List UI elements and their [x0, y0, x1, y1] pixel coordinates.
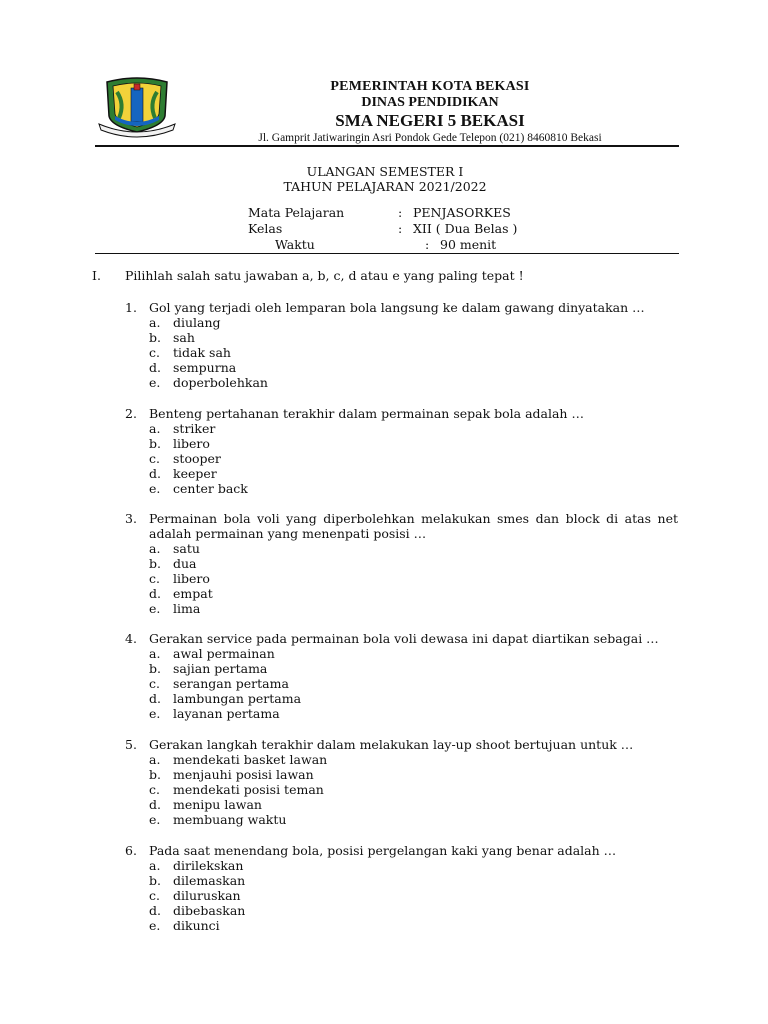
question-5	[125, 737, 678, 827]
option-text: empat	[173, 586, 213, 601]
school-name: SMA NEGERI 5 BEKASI	[335, 111, 525, 130]
option-text: menjauhi posisi lawan	[173, 767, 314, 782]
option-letter: d.	[149, 903, 161, 918]
exam-info	[0, 205, 768, 253]
question-3	[125, 511, 678, 616]
option-d	[149, 797, 678, 812]
option-b	[149, 767, 678, 782]
options-list	[149, 541, 678, 616]
option-text: layanan pertama	[173, 706, 280, 721]
option-text: doperbolehkan	[173, 375, 268, 390]
option-b	[149, 556, 678, 571]
option-a	[149, 858, 678, 873]
option-text: tidak sah	[173, 345, 231, 360]
option-letter: e.	[149, 706, 161, 721]
question-4	[125, 631, 678, 721]
exam-title: ULANGAN SEMESTER I	[306, 164, 464, 179]
info-key: Kelas	[248, 221, 283, 236]
option-text: lambungan pertama	[173, 691, 302, 706]
option-a	[149, 646, 678, 661]
info-key: Waktu	[275, 237, 315, 252]
option-letter: a.	[149, 315, 161, 330]
question-text: Gerakan service pada permainan bola voli dewasa ini dapat diartikan sebagai …	[149, 631, 659, 646]
option-letter: e.	[149, 918, 161, 933]
option-text: awal permainan	[173, 646, 275, 661]
school-address: Jl. Gamprit Jatiwaringin Asri Pondok Gede Telepon (021) 8460810 Bekasi	[258, 132, 602, 144]
option-c	[149, 782, 678, 797]
option-letter: a.	[149, 858, 161, 873]
option-a	[149, 315, 678, 330]
question-number: 1.	[125, 300, 137, 315]
option-text: sah	[173, 330, 195, 345]
option-b	[149, 330, 678, 345]
question-number: 6.	[125, 843, 137, 858]
option-e	[149, 918, 678, 933]
option-letter: b.	[149, 330, 161, 345]
option-letter: d.	[149, 586, 161, 601]
academic-year: TAHUN PELAJARAN 2021/2022	[283, 179, 487, 194]
option-letter: a.	[149, 421, 161, 436]
option-text: keeper	[173, 466, 217, 481]
info-row-class	[0, 221, 768, 237]
question-text: Pada saat menendang bola, posisi pergelangan kaki yang benar adalah …	[149, 843, 617, 858]
option-letter: b.	[149, 436, 161, 451]
info-value: PENJASORKES	[413, 205, 511, 220]
info-row-subject	[0, 205, 768, 221]
option-text: diluruskan	[173, 888, 241, 903]
exam-title-block	[250, 164, 520, 194]
option-text: striker	[173, 421, 216, 436]
option-e	[149, 481, 678, 496]
option-text: dikunci	[173, 918, 220, 933]
option-e	[149, 706, 678, 721]
options-list	[149, 858, 678, 933]
option-text: mendekati posisi teman	[173, 782, 324, 797]
option-d	[149, 903, 678, 918]
option-letter: b.	[149, 556, 161, 571]
government-name: PEMERINTAH KOTA BEKASI	[330, 79, 530, 94]
option-letter: a.	[149, 541, 161, 556]
question-text: Benteng pertahanan terakhir dalam permainan sepak bola adalah …	[149, 406, 584, 421]
options-list	[149, 421, 678, 496]
option-text: dua	[173, 556, 197, 571]
question-number: 3.	[125, 511, 137, 526]
info-value: XII ( Dua Belas )	[413, 221, 518, 236]
options-list	[149, 646, 678, 721]
section-text: Pilihlah salah satu jawaban a, b, c, d atau e yang paling tepat !	[125, 268, 524, 283]
info-divider	[95, 253, 679, 254]
info-key: Mata Pelajaran	[248, 205, 345, 220]
question-text: Gol yang terjadi oleh lemparan bola langsung ke dalam gawang dinyatakan …	[149, 300, 645, 315]
question-number: 4.	[125, 631, 137, 646]
question-number: 5.	[125, 737, 137, 752]
option-b	[149, 661, 678, 676]
info-colon: :	[398, 205, 403, 220]
question-text: Gerakan langkah terakhir dalam melakukan lay-up shoot bertujuan untuk …	[149, 737, 634, 752]
option-text: dibebaskan	[173, 903, 246, 918]
option-text: stooper	[173, 451, 221, 466]
option-e	[149, 812, 678, 827]
option-text: diulang	[173, 315, 221, 330]
option-c	[149, 676, 678, 691]
info-colon: :	[398, 221, 403, 236]
option-letter: d.	[149, 691, 161, 706]
option-letter: b.	[149, 661, 161, 676]
letterhead	[235, 79, 625, 145]
options-list	[149, 315, 678, 390]
option-text: menipu lawan	[173, 797, 262, 812]
option-text: membuang waktu	[173, 812, 287, 827]
option-letter: e.	[149, 481, 161, 496]
option-a	[149, 421, 678, 436]
option-text: dirilekskan	[173, 858, 244, 873]
option-letter: d.	[149, 797, 161, 812]
option-e	[149, 375, 678, 390]
option-letter: e.	[149, 375, 161, 390]
option-a	[149, 752, 678, 767]
option-letter: e.	[149, 601, 161, 616]
option-letter: b.	[149, 873, 161, 888]
option-e	[149, 601, 678, 616]
question-2	[125, 406, 678, 496]
option-text: libero	[173, 436, 210, 451]
option-letter: c.	[149, 888, 160, 903]
option-c	[149, 888, 678, 903]
option-d	[149, 466, 678, 481]
options-list	[149, 752, 678, 827]
option-text: dilemaskan	[173, 873, 246, 888]
question-1	[125, 300, 678, 390]
option-letter: c.	[149, 782, 160, 797]
option-text: sajian pertama	[173, 661, 268, 676]
city-emblem-icon	[97, 76, 177, 138]
option-text: lima	[173, 601, 201, 616]
option-c	[149, 571, 678, 586]
option-b	[149, 873, 678, 888]
option-letter: c.	[149, 676, 160, 691]
option-letter: e.	[149, 812, 161, 827]
question-6	[125, 843, 678, 933]
info-colon: :	[425, 237, 430, 252]
option-text: sempurna	[173, 360, 237, 375]
section-number: I.	[92, 268, 101, 283]
option-d	[149, 360, 678, 375]
option-b	[149, 436, 678, 451]
question-text: Permainan bola voli yang diperbolehkan melakukan smes dan block di atas net adalah permainan yang menenpati posisi …	[149, 511, 678, 541]
option-text: serangan pertama	[173, 676, 289, 691]
header-divider	[95, 145, 679, 147]
info-row-time	[0, 237, 768, 253]
option-text: libero	[173, 571, 210, 586]
option-letter: a.	[149, 646, 161, 661]
option-c	[149, 345, 678, 360]
option-letter: b.	[149, 767, 161, 782]
option-letter: d.	[149, 466, 161, 481]
option-a	[149, 541, 678, 556]
option-letter: c.	[149, 345, 160, 360]
info-value: 90 menit	[440, 237, 497, 252]
option-letter: d.	[149, 360, 161, 375]
option-letter: c.	[149, 451, 160, 466]
option-d	[149, 691, 678, 706]
option-d	[149, 586, 678, 601]
option-text: satu	[173, 541, 200, 556]
option-c	[149, 451, 678, 466]
option-letter: c.	[149, 571, 160, 586]
option-text: mendekati basket lawan	[173, 752, 328, 767]
department-name: DINAS PENDIDIKAN	[361, 95, 499, 110]
option-text: center back	[173, 481, 248, 496]
question-number: 2.	[125, 406, 137, 421]
option-letter: a.	[149, 752, 161, 767]
